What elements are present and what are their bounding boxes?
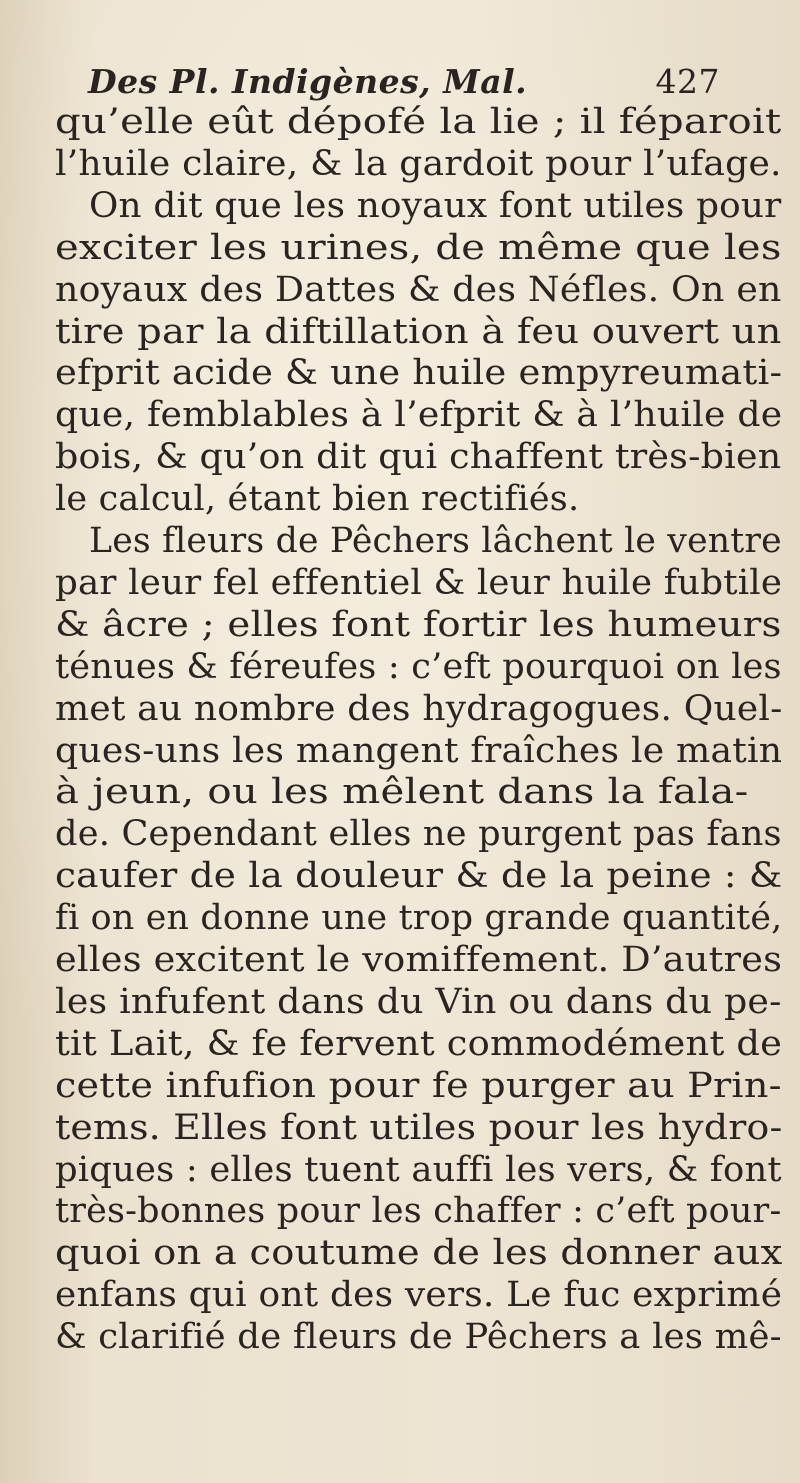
page-number: 427	[655, 62, 720, 101]
text-line: Les fleurs de Pêchers lâchent le ventre	[89, 521, 782, 561]
text-line: qu’elle eût dépofé la lie ; il féparoit	[55, 102, 782, 142]
running-title: Des Pl. Indigènes, Mal.	[88, 62, 528, 101]
text-line: bois, & qu’on dit qui chaffent très-bien	[55, 437, 782, 478]
text-line: à jeun, ou les mêlent dans la fala-	[55, 772, 749, 813]
text-line: met au nombre des hydragogues. Quel-	[55, 688, 783, 729]
text-line: tems. Elles font utiles pour les hydro-	[55, 1107, 783, 1148]
text-line: le calcul, étant bien rectifiés.	[55, 479, 580, 520]
text-line: ques-uns les mangent fraîches le matin	[55, 730, 783, 771]
text-line: tit Lait, & fe fervent commodément de	[55, 1023, 783, 1064]
text-line: de. Cependant elles ne purgent pas fans	[55, 814, 782, 855]
text-line: ténues & féreufes : c’eft pourquoi on les	[55, 646, 782, 687]
text-line: très-bonnes pour les chaffer : c’eft pour-	[55, 1191, 782, 1232]
text-line: piques : elles tuent auffi les vers, & font	[55, 1149, 782, 1190]
text-line: noyaux des Dattes & des Néfles. On en	[55, 269, 782, 310]
text-line: l’huile claire, & la gardoit pour l’ufage.	[55, 143, 782, 184]
text-line: efprit acide & une huile empyreumati-	[55, 353, 783, 394]
text-line: fi on en donne une trop grande quantité,	[55, 898, 783, 939]
text-line: par leur fel effentiel & leur huile fubtile	[55, 562, 783, 603]
text-line: & clarifié de fleurs de Pêchers a les mê-	[55, 1317, 782, 1358]
text-line: tire par la diftillation à feu ouvert un	[55, 311, 782, 352]
text-line: les infufent dans du Vin ou dans du pe-	[55, 981, 782, 1022]
text-line: cette infufion pour fe purger au Prin-	[55, 1065, 782, 1106]
text-line: & âcre ; elles font fortir les humeurs	[55, 604, 782, 645]
text-line: exciter les urines, de même que les	[55, 227, 782, 268]
text-line: quoi on a coutume de les donner aux	[55, 1233, 783, 1274]
text-line: caufer de la douleur & de la peine : &	[55, 856, 783, 897]
text-line: enfans qui ont des vers. Le fuc exprimé	[55, 1275, 783, 1316]
text-line: que, femblables à l’efprit & à l’huile de	[55, 395, 783, 436]
text-line: On dit que les noyaux font utiles pour	[89, 185, 782, 226]
text-line: elles excitent le vomiffement. D’autres	[55, 940, 783, 980]
